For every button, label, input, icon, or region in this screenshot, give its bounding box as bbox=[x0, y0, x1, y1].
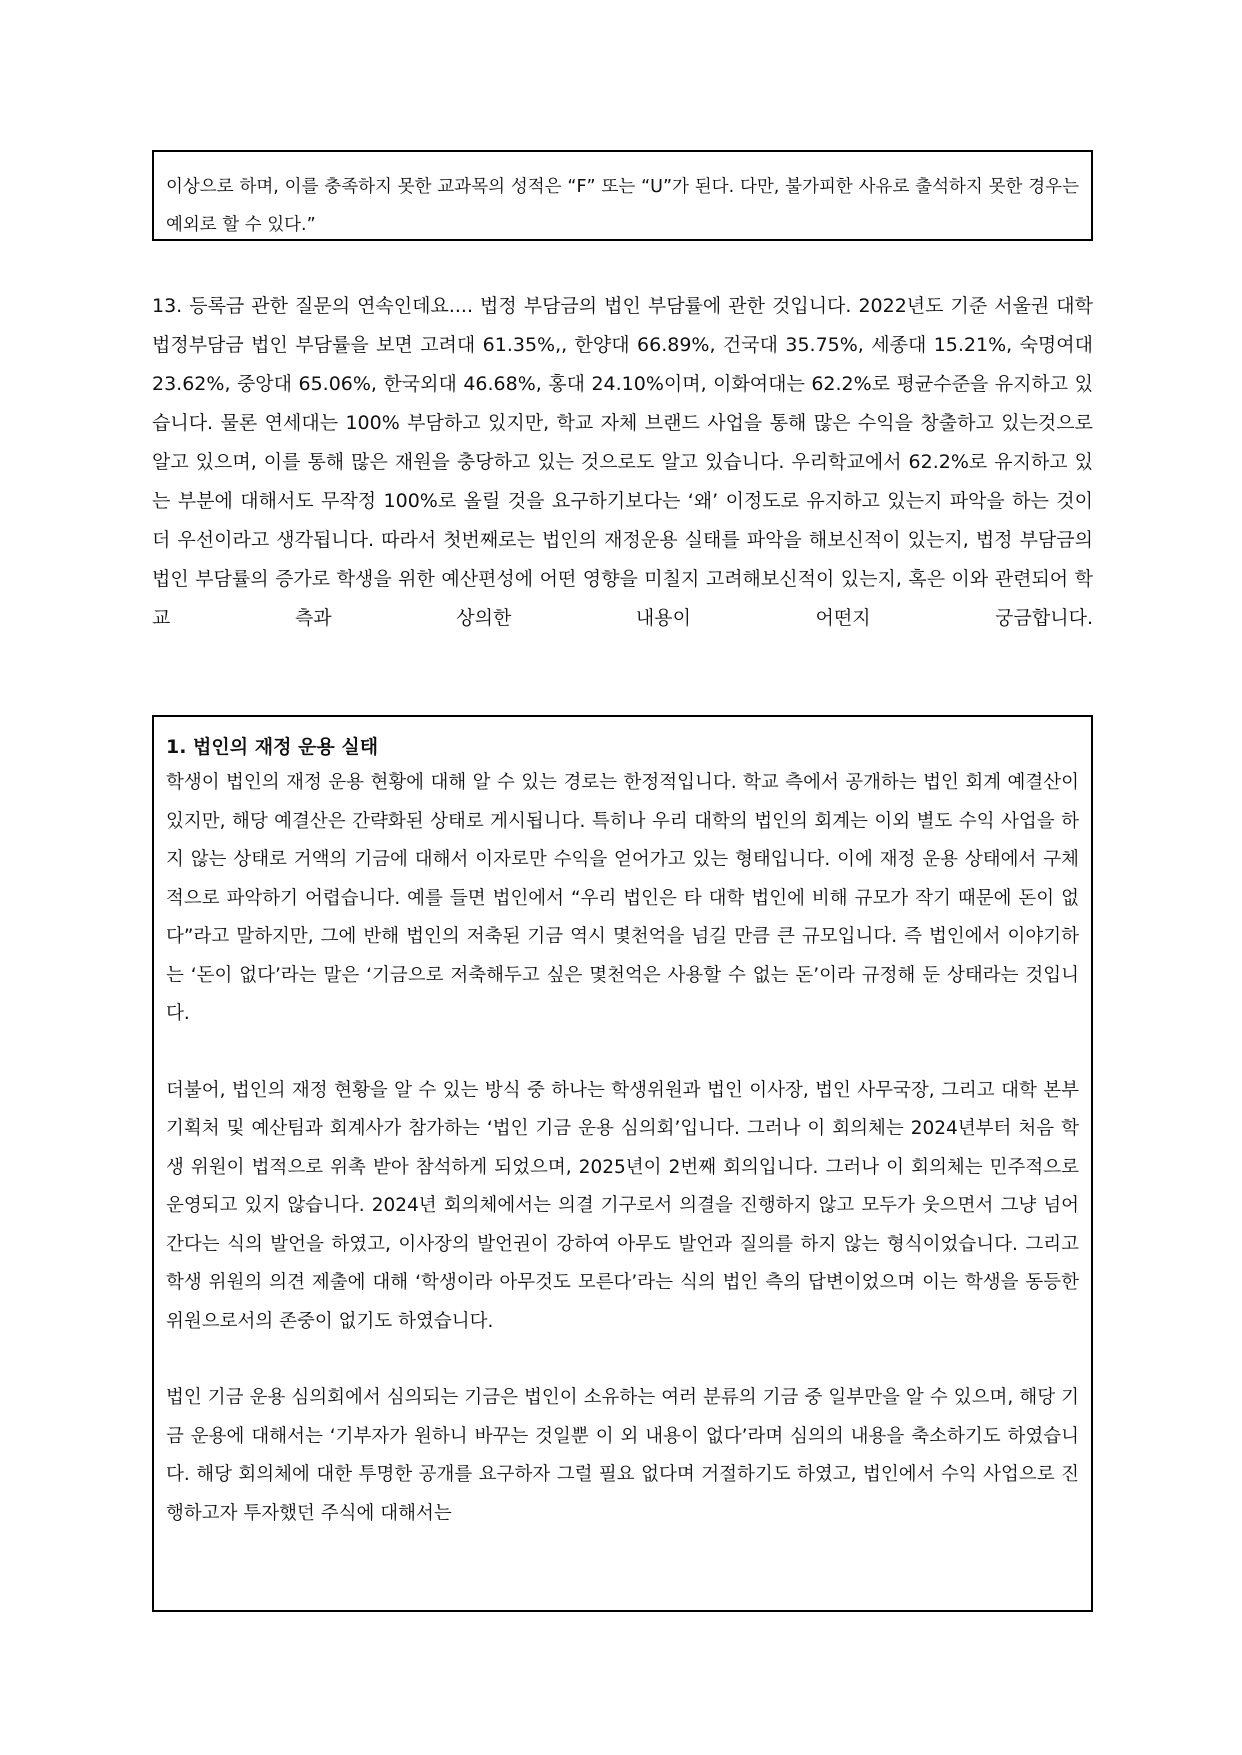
answer-heading: 1. 법인의 재정 운용 실태 bbox=[166, 736, 379, 758]
answer-paragraph-1: 학생이 법인의 재정 운용 현황에 대해 알 수 있는 경로는 한정적입니다. 학교 측에서 공개하는 법인 회계 예결산이 있지만, 해당 예결산은 간략화된 상태로 게시됩니다. 특히나 우리 대학의 법인의 회계는 이외 별도 수익 사업을 하지 않는 상태로 거액의 기금에 대해서 이자로만 수익을 얻어가고 있는 형태입니다. 이에 재정 운용 상태에서 구체적으로 파악하기 어렵습니다. 예를 들면 법인에서 “우리 법인은 타 대학 법인에 비해 규모가 작기 때문에 돈이 없다”라고 말하지만, 그에 반해 법인의 저축된 기금 역시 몇천억을 넘길 만큼 큰 규모입니다. 즉 법인에서 이야기하는 ‘돈이 없다’라는 말은 ‘기금으로 저축해두고 싶은 몇천억은 사용할 수 없는 돈’이라 규정해 둔 상태라는 것입니다. bbox=[166, 772, 1079, 1024]
answer-paragraph-3: 법인 기금 운용 심의회에서 심의되는 기금은 법인이 소유하는 여러 분류의 기금 중 일부만을 알 수 있으며, 해당 기금 운용에 대해서는 ‘기부자가 원하니 바꾸는 것일뿐 이 외 내용이 없다’라며 심의의 내용을 축소하기도 하였습니다. 해당 회의체에 대한 투명한 공개를 요구하자 그럴 필요 없다며 거절하기도 하였고, 법인에서 수익 사업으로 진행하고자 투자했던 주식에 대해서는 bbox=[166, 1387, 1079, 1524]
quoted-regulation-text: 이상으로 하며, 이를 충족하지 못한 교과목의 성적은 “F” 또는 “U”가 된다. 다만, 불가피한 사유로 출석하지 못한 경우는 예외로 할 수 있다.” bbox=[166, 177, 1079, 235]
answer-box bbox=[152, 715, 1093, 1612]
answer-paragraph-2: 더불어, 법인의 재정 현황을 알 수 있는 방식 중 하나는 학생위원과 법인 이사장, 법인 사무국장, 그리고 대학 본부 기획처 및 예산팀과 회계사가 참가하는 ‘법인 기금 운용 심의회’입니다. 그러나 이 회의체는 2024년부터 처음 학생 위원이 법적으로 위촉 받아 참석하게 되었으며, 2025년이 2번째 회의입니다. 그러나 이 회의체는 민주적으로 운영되고 있지 않습니다. 2024년 회의체에서는 의결 기구로서 의결을 진행하지 않고 모두가 웃으면서 그냥 넘어간다는 식의 발언을 하였고, 이사장의 발언권이 강하여 아무도 발언과 질의를 하지 않는 형식이었습니다. 그리고 학생 위원의 의견 제출에 대해 ‘학생이라 아무것도 모른다’라는 식의 법인 측의 답변이었으며 이는 학생을 동등한 위원으로서의 존중이 없기도 하였습니다. bbox=[166, 1079, 1079, 1332]
quoted-regulation-box bbox=[152, 150, 1093, 241]
question-13-text: 13. 등록금 관한 질문의 연속인데요.... 법정 부담금의 법인 부담률에 관한 것입니다. 2022년도 기준 서울권 대학 법정부담금 법인 부담률을 보면 고려대 61.35%,, 한양대 66.89%, 건국대 35.75%, 세종대 15.21%, 숙명여대 23.62%, 중앙대 65.06%, 한국외대 46.68%, 홍대 24.10%이며, 이화여대는 62.2%로 평균수준을 유지하고 있습니다. 물론 연세대는 100% 부담하고 있지만, 학교 자체 브랜드 사업을 통해 많은 수익을 창출하고 있는것으로 알고 있으며, 이를 통해 많은 재원을 충당하고 있는 것으로도 알고 있습니다. 우리학교에서 62.2%로 유지하고 있는 부분에 대해서도 무작정 100%로 올릴 것을 요구하기보다는 ‘왜’ 이정도로 유지하고 있는지 파악을 하는 것이 더 우선이라고 생각됩니다. 따라서 첫번째로는 법인의 재정운용 실태를 파악을 해보신적이 있는지, 법정 부담금의 법인 부담률의 증가로 학생을 위한 예산편성에 어떤 영향을 미칠지 고려해보신적이 있는지, 혹은 이와 관련되어 학교 측과 상의한 내용이 어떤지 궁금합니다. bbox=[152, 295, 1093, 629]
